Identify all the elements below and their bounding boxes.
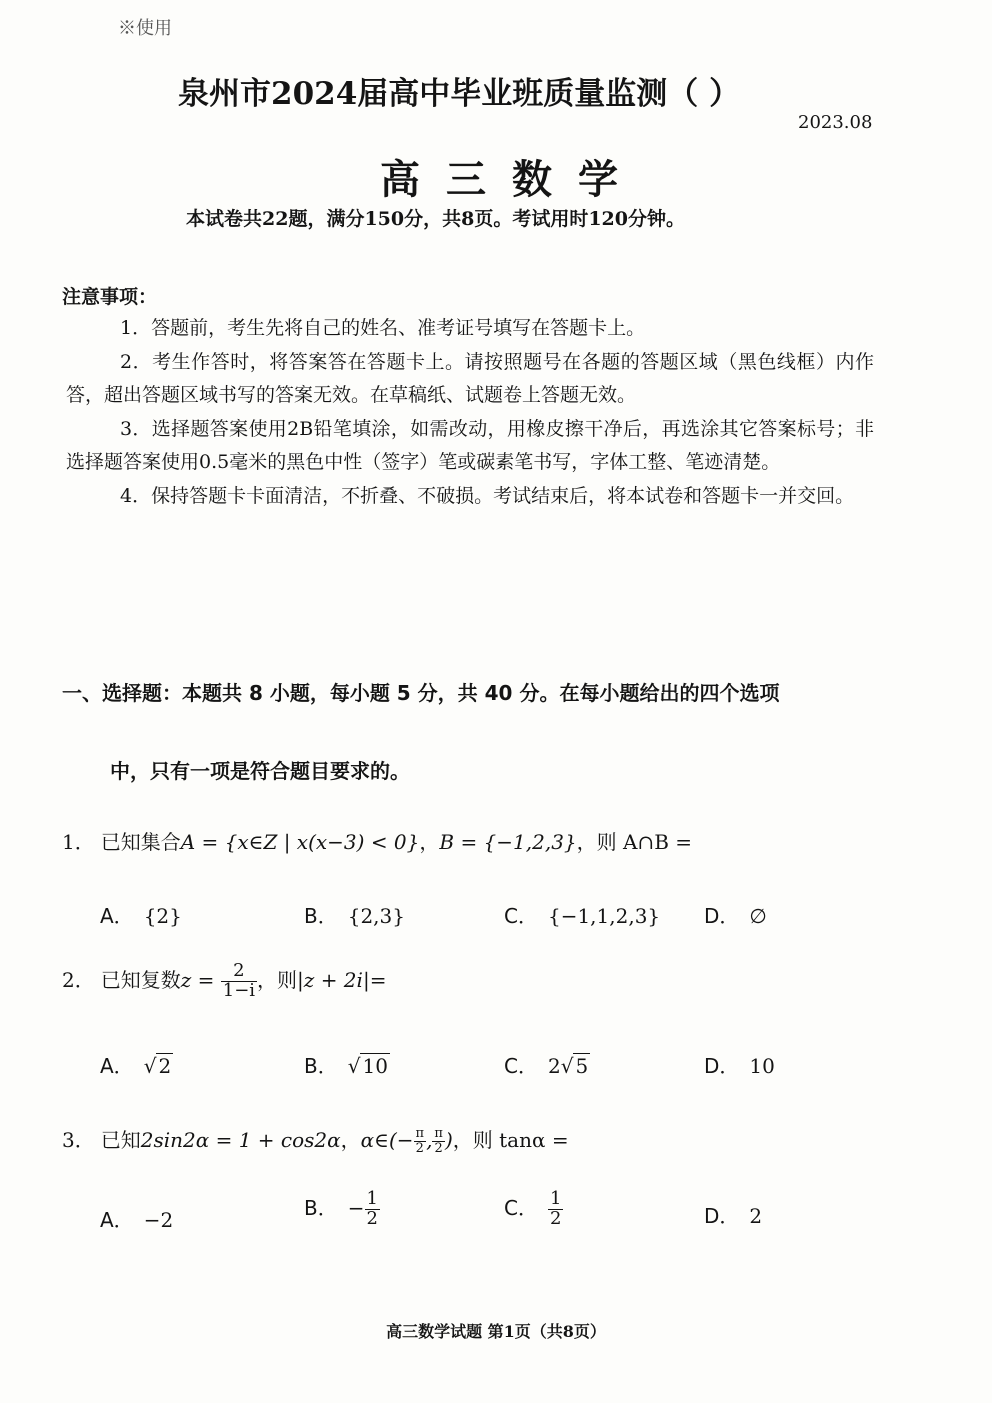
- abs-expression: z + 2i: [303, 967, 363, 992]
- question-2-option-c: [504, 1050, 590, 1079]
- separator: ，: [340, 1128, 361, 1152]
- radicand: 10: [362, 1054, 388, 1078]
- option-sign: −: [347, 1195, 365, 1220]
- option-letter: A．: [100, 904, 134, 928]
- option-letter: A．: [100, 1208, 134, 1232]
- exam-title: 泉州市2024届高中毕业班质量监测（ ）: [178, 76, 741, 112]
- fraction-numerator: π: [434, 1126, 443, 1142]
- fraction-denominator: 2: [366, 1207, 378, 1229]
- stem-text: 已知: [100, 1128, 141, 1152]
- square-root: √ 10: [347, 1054, 388, 1078]
- option-text: {−1,1,2,3}: [547, 904, 661, 928]
- option-letter: C．: [504, 1195, 538, 1220]
- question-1-option-d: [704, 900, 767, 929]
- option-letter: D．: [704, 1204, 740, 1228]
- set-a-expression: A = {x∈Z | x(x−3) < 0}: [180, 830, 420, 854]
- question-2-option-b: [304, 1050, 390, 1079]
- section-heading: 一、选择题：本题共 8 小题，每小题 5 分，共 40 分。在每小题给出的四个选项: [62, 681, 780, 705]
- option-text: −2: [143, 1208, 174, 1232]
- fraction: [365, 1190, 380, 1229]
- exam-info: 本试卷共22题，满分150分，共8页。考试用时120分钟。: [186, 208, 685, 230]
- option-text: {2}: [143, 904, 182, 928]
- question-3-option-d: [704, 1200, 762, 1229]
- option-coef: 2: [547, 1054, 561, 1078]
- notice-item: 4．保持答题卡卡面清洁，不折叠、不破损。考试结束后，将本试卷和答题卡一并交回。: [120, 484, 855, 507]
- separator: ，: [419, 830, 440, 854]
- radicand: 2: [158, 1054, 172, 1078]
- option-letter: A．: [100, 1054, 134, 1078]
- equals-sign: =: [369, 967, 387, 992]
- fraction: [432, 1127, 445, 1155]
- question-3-option-a: [100, 1204, 173, 1233]
- alpha-interval-open: α∈(−: [360, 1128, 414, 1152]
- question-3-stem: [62, 1124, 569, 1156]
- stem-text: 已知复数: [100, 967, 181, 992]
- notice-item: 2．考生作答时，将答案答在答题卡上。请按照题号在各题的答题区域（黑色线框）内作答，超出答题区域书写的答案无效。在草稿纸、试题卷上答题无效。: [66, 350, 874, 407]
- fraction-numerator: π: [415, 1126, 425, 1142]
- radicand: 5: [575, 1054, 589, 1078]
- question-1-stem: [62, 826, 692, 855]
- question-2-option-d: [704, 1050, 775, 1079]
- option-letter: B．: [304, 1195, 338, 1220]
- fraction-numerator: 1: [549, 1188, 562, 1209]
- interval-comma: ,: [426, 1128, 433, 1152]
- option-letter: C．: [504, 904, 538, 928]
- fraction-denominator: 2: [549, 1207, 562, 1229]
- option-letter: D．: [704, 904, 740, 928]
- trig-equation: 2sin2α = 1 + cos2α: [140, 1128, 341, 1152]
- square-root: √ 5: [560, 1054, 589, 1078]
- option-letter: B．: [304, 904, 338, 928]
- question-3-option-b: [304, 1190, 380, 1229]
- question-3-option-c: [504, 1190, 563, 1229]
- fraction-denominator: 2: [415, 1141, 424, 1156]
- question-1-option-c: [504, 900, 660, 929]
- option-letter: D．: [704, 1054, 740, 1078]
- stem-text: ，则 A∩B =: [576, 830, 693, 854]
- fraction: [221, 962, 257, 1001]
- option-text: ∅: [749, 904, 767, 928]
- square-root: √ 2: [143, 1054, 172, 1078]
- corner-stamp: ※使用: [118, 18, 172, 39]
- option-text: 10: [749, 1054, 775, 1078]
- question-number: 1．: [62, 830, 95, 854]
- fraction-denominator: 2: [434, 1141, 443, 1156]
- fraction-numerator: 2: [221, 962, 257, 982]
- notice-list: [66, 312, 874, 514]
- fraction: [548, 1190, 563, 1229]
- section-heading-continued: 中，只有一项是符合题目要求的。: [110, 759, 410, 783]
- question-2-option-a: [100, 1050, 173, 1079]
- question-number: 2．: [62, 967, 95, 992]
- interval-close: ): [444, 1128, 453, 1152]
- absolute-value: |z + 2i|: [297, 967, 370, 992]
- fraction-denominator: 1−i: [222, 979, 256, 1001]
- page-footer: 高三数学试题 第1页（共8页）: [386, 1322, 606, 1341]
- option-letter: B．: [304, 1054, 338, 1078]
- question-1-option-a: [100, 900, 182, 929]
- question-number: 3．: [62, 1128, 95, 1152]
- fraction-numerator: 1: [366, 1188, 378, 1209]
- stem-text: ，则 tanα =: [452, 1128, 569, 1152]
- notice-item: 1．答题前，考生先将自己的姓名、准考证号填写在答题卡上。: [120, 317, 646, 339]
- z-lhs: z =: [180, 967, 215, 992]
- question-2-stem: [62, 962, 386, 1001]
- stem-text: ，则: [257, 967, 298, 992]
- option-text: 2: [749, 1204, 763, 1228]
- option-letter: C．: [504, 1054, 538, 1078]
- exam-date: 2023.08: [798, 112, 873, 133]
- notice-heading: 注意事项：: [62, 286, 158, 308]
- question-1-option-b: [304, 900, 405, 929]
- subject-title: 高三数学: [380, 156, 644, 203]
- stem-text: 已知集合: [100, 830, 181, 854]
- set-b-expression: B = {−1,2,3}: [439, 830, 577, 854]
- option-text: {2,3}: [347, 904, 405, 928]
- notice-item: 3．选择题答案使用2B铅笔填涂，如需改动，用橡皮擦干净后，再选涂其它答案标号；非选择题答案使用0.5毫米的黑色中性（签字）笔或碳素笔书写，字体工整、笔迹清楚。: [66, 417, 874, 474]
- fraction: [414, 1127, 427, 1155]
